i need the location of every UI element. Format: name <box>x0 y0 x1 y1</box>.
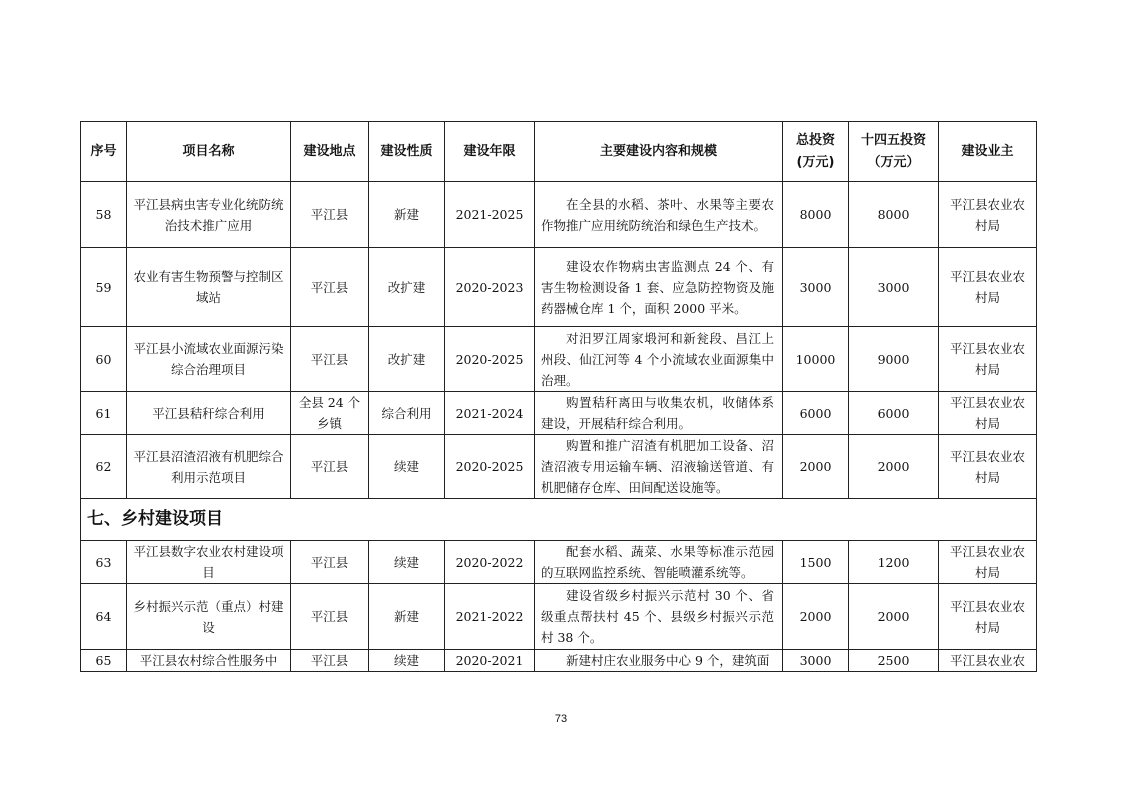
table-row <box>81 327 1037 392</box>
cell-content: 购置和推广沼渣有机肥加工设备、沼渣沼液专用运输车辆、沼液输送管道、有机肥储存仓库、田间配送设施等。 <box>535 435 783 499</box>
cell-total: 3000 <box>783 248 849 327</box>
table-row <box>81 584 1037 650</box>
cell-content: 对汨罗江周家塅河和新瓮段、昌江上州段、仙江河等 4 个小流域农业面源集中治理。 <box>535 327 783 392</box>
header-nature: 建设性质 <box>369 122 445 182</box>
cell-name: 平江县病虫害专业化统防统治技术推广应用 <box>127 182 291 248</box>
cell-place: 平江县 <box>291 248 369 327</box>
cell-no: 60 <box>81 327 127 392</box>
cell-no: 62 <box>81 435 127 499</box>
cell-place: 平江县 <box>291 584 369 650</box>
table-row <box>81 248 1037 327</box>
cell-years: 2020-2022 <box>445 541 535 584</box>
cell-content: 配套水稻、蔬菜、水果等标准示范园的互联网监控系统、智能喷灌系统等。 <box>535 541 783 584</box>
cell-content: 新建村庄农业服务中心 9 个，建筑面 <box>535 650 783 672</box>
project-table <box>80 121 1037 672</box>
header-total <box>783 122 849 182</box>
cell-fyp: 9000 <box>849 327 939 392</box>
cell-owner: 平江县农业农村局 <box>939 435 1037 499</box>
cell-nature: 续建 <box>369 650 445 672</box>
cell-owner: 平江县农业农村局 <box>939 541 1037 584</box>
cell-no: 58 <box>81 182 127 248</box>
cell-content: 建设农作物病虫害监测点 24 个、有害生物检测设备 1 套、应急防控物资及施药器械仓库 1 个，面积 2000 平米。 <box>535 248 783 327</box>
cell-name: 平江县农村综合性服务中 <box>127 650 291 672</box>
cell-nature: 续建 <box>369 541 445 584</box>
cell-name: 农业有害生物预警与控制区域站 <box>127 248 291 327</box>
cell-years: 2020-2025 <box>445 327 535 392</box>
cell-place: 平江县 <box>291 650 369 672</box>
cell-years: 2020-2021 <box>445 650 535 672</box>
section-row <box>81 499 1037 541</box>
cell-fyp: 1200 <box>849 541 939 584</box>
cell-years: 2020-2023 <box>445 248 535 327</box>
cell-nature: 新建 <box>369 584 445 650</box>
cell-owner: 平江县农业农村局 <box>939 182 1037 248</box>
cell-content: 在全县的水稻、茶叶、水果等主要农作物推广应用统防统治和绿色生产技术。 <box>535 182 783 248</box>
cell-nature: 改扩建 <box>369 327 445 392</box>
cell-total: 6000 <box>783 392 849 435</box>
cell-nature: 改扩建 <box>369 248 445 327</box>
cell-fyp: 2000 <box>849 435 939 499</box>
cell-nature: 续建 <box>369 435 445 499</box>
cell-name: 平江县小流域农业面源污染综合治理项目 <box>127 327 291 392</box>
cell-place: 平江县 <box>291 541 369 584</box>
cell-total: 1500 <box>783 541 849 584</box>
cell-place: 平江县 <box>291 435 369 499</box>
header-total-line2: (万元) <box>796 154 835 170</box>
cell-nature: 综合利用 <box>369 392 445 435</box>
cell-fyp: 2500 <box>849 650 939 672</box>
cell-no: 65 <box>81 650 127 672</box>
cell-owner: 平江县农业农村局 <box>939 248 1037 327</box>
section-title: 七、乡村建设项目 <box>81 499 1037 541</box>
header-total-line1: 总投资 <box>795 132 835 148</box>
cell-nature: 新建 <box>369 182 445 248</box>
cell-fyp: 8000 <box>849 182 939 248</box>
header-fyp-line2: （万元） <box>867 154 920 170</box>
cell-total: 3000 <box>783 650 849 672</box>
cell-no: 59 <box>81 248 127 327</box>
cell-years: 2021-2024 <box>445 392 535 435</box>
header-content: 主要建设内容和规模 <box>535 122 783 182</box>
header-owner: 建设业主 <box>939 122 1037 182</box>
cell-place: 平江县 <box>291 327 369 392</box>
cell-owner: 平江县农业农村局 <box>939 327 1037 392</box>
header-fyp <box>849 122 939 182</box>
table-row <box>81 435 1037 499</box>
page-number: 73 <box>554 713 568 725</box>
table-row <box>81 541 1037 584</box>
cell-place: 平江县 <box>291 182 369 248</box>
cell-years: 2020-2025 <box>445 435 535 499</box>
cell-owner: 平江县农业农村局 <box>939 392 1037 435</box>
header-name: 项目名称 <box>127 122 291 182</box>
header-row <box>81 122 1037 182</box>
header-place: 建设地点 <box>291 122 369 182</box>
cell-content: 购置秸秆离田与收集农机，收储体系建设，开展秸秆综合利用。 <box>535 392 783 435</box>
table-row <box>81 650 1037 672</box>
header-fyp-line1: 十四五投资 <box>860 132 926 148</box>
cell-fyp: 6000 <box>849 392 939 435</box>
cell-name: 乡村振兴示范（重点）村建设 <box>127 584 291 650</box>
table-row <box>81 182 1037 248</box>
cell-no: 64 <box>81 584 127 650</box>
cell-years: 2021-2025 <box>445 182 535 248</box>
cell-name: 平江县秸秆综合利用 <box>127 392 291 435</box>
cell-total: 8000 <box>783 182 849 248</box>
cell-fyp: 2000 <box>849 584 939 650</box>
cell-owner: 平江县农业农 <box>939 650 1037 672</box>
table-row <box>81 392 1037 435</box>
cell-fyp: 3000 <box>849 248 939 327</box>
cell-owner: 平江县农业农村局 <box>939 584 1037 650</box>
cell-name: 平江县数字农业农村建设项目 <box>127 541 291 584</box>
cell-total: 10000 <box>783 327 849 392</box>
header-no: 序号 <box>81 122 127 182</box>
cell-name: 平江县沼渣沼液有机肥综合利用示范项目 <box>127 435 291 499</box>
cell-content: 建设省级乡村振兴示范村 30 个、省级重点帮扶村 45 个、县级乡村振兴示范村 38 个。 <box>535 584 783 650</box>
cell-no: 61 <box>81 392 127 435</box>
cell-place: 全县 24 个乡镇 <box>291 392 369 435</box>
header-years: 建设年限 <box>445 122 535 182</box>
cell-total: 2000 <box>783 584 849 650</box>
cell-total: 2000 <box>783 435 849 499</box>
cell-years: 2021-2022 <box>445 584 535 650</box>
cell-no: 63 <box>81 541 127 584</box>
